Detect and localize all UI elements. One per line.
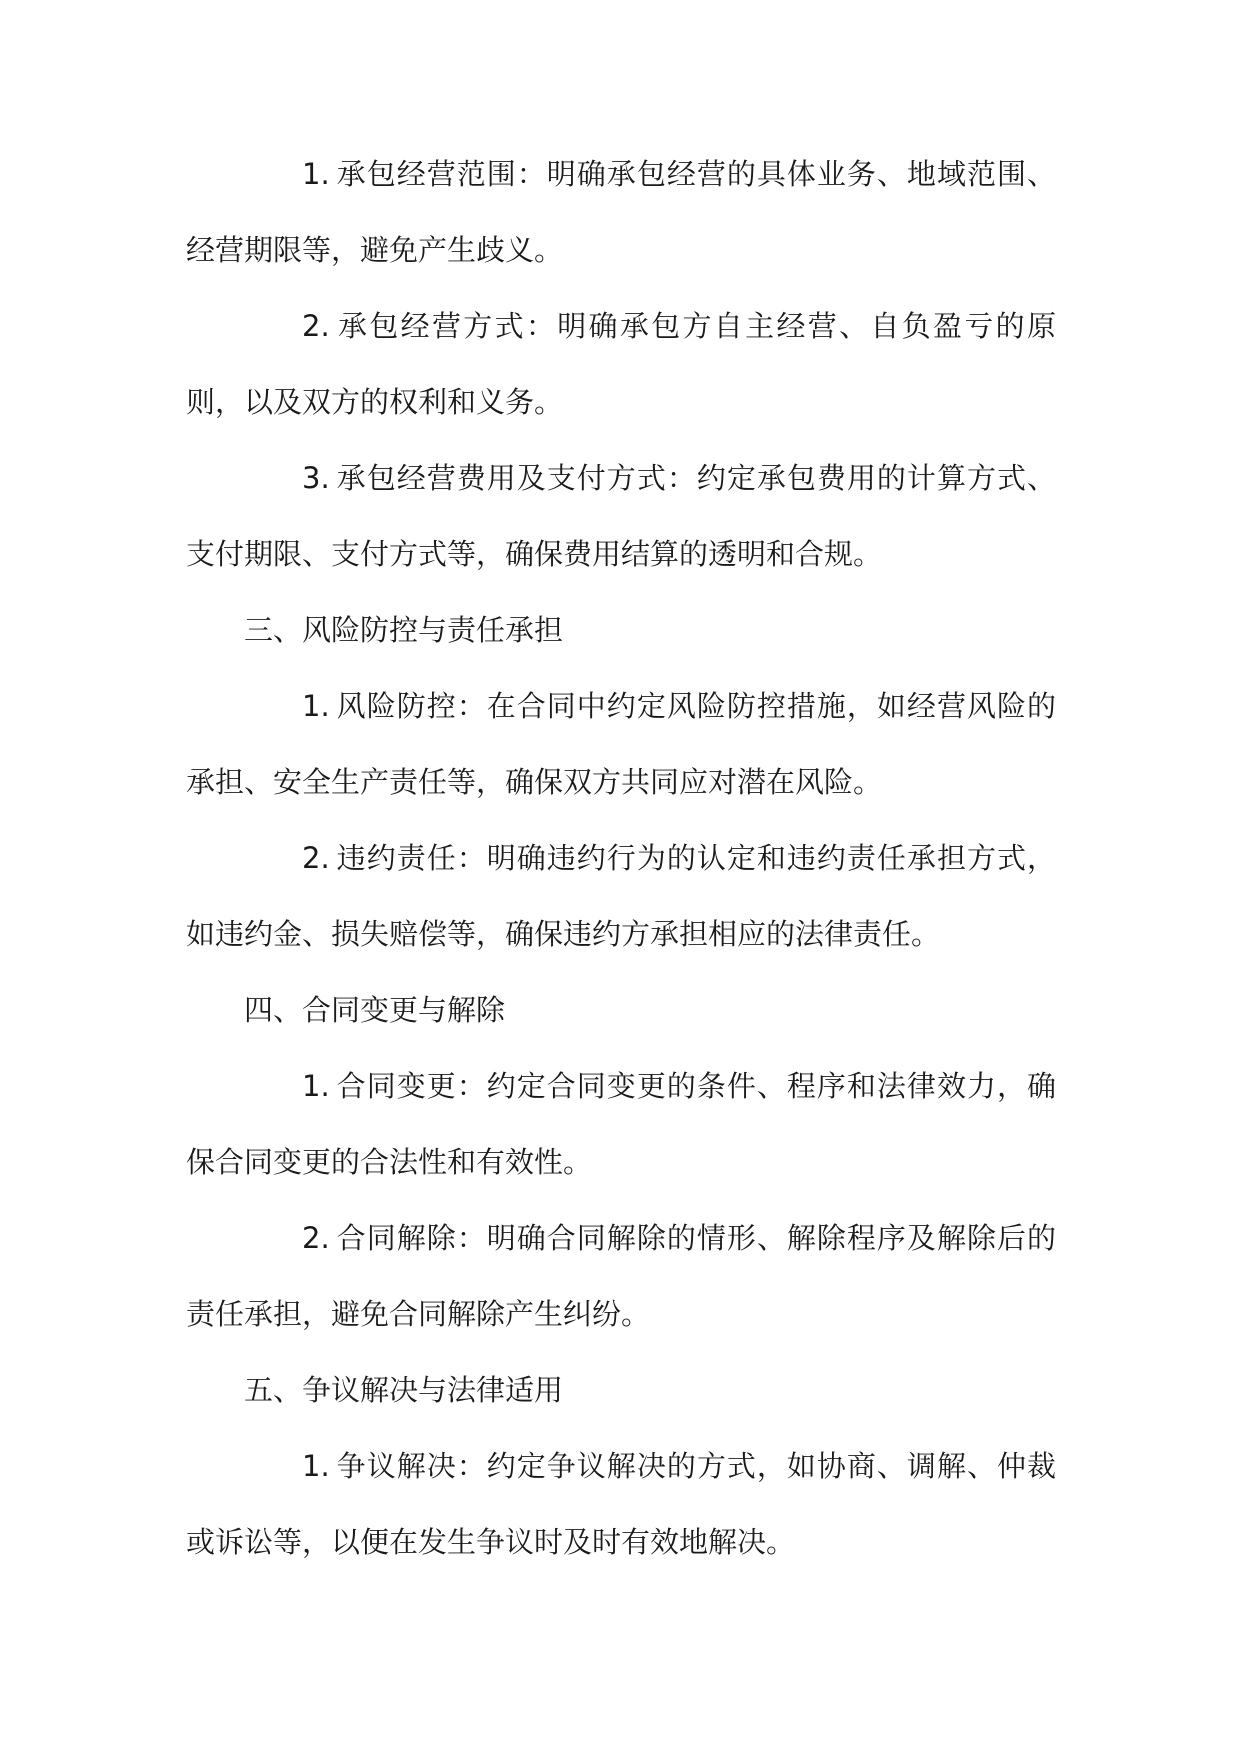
item-number: 2.: [302, 841, 330, 875]
item-text: 承包经营方式：明确承包方自主经营、自负盈亏的原则，以及双方的权利和义务。: [186, 309, 1056, 419]
item-number: 1.: [302, 1069, 330, 1103]
item-text: 违约责任：明确违约行为的认定和违约责任承担方式，如违约金、损失赔偿等，确保违约方承担相应的法律责任。: [186, 841, 1056, 951]
list-item: [186, 440, 1056, 592]
list-item: [186, 136, 1056, 288]
section-heading: 三、风险防控与责任承担: [244, 613, 564, 647]
section-heading: 五、争议解决与法律适用: [244, 1373, 564, 1407]
list-item: [186, 1048, 1056, 1200]
list-item: [186, 288, 1056, 440]
list-item: [186, 1428, 1056, 1580]
item-text: 风险防控：在合同中约定风险防控措施，如经营风险的承担、安全生产责任等，确保双方共同应对潜在风险。: [186, 689, 1056, 799]
list-item: [186, 820, 1056, 972]
document-body: [186, 136, 1056, 1580]
item-number: 1.: [302, 1449, 330, 1483]
item-number: 1.: [302, 157, 330, 191]
item-number: 2.: [302, 1221, 330, 1255]
section-heading: 四、合同变更与解除: [244, 993, 506, 1027]
item-number: 1.: [302, 689, 330, 723]
item-text: 合同变更：约定合同变更的条件、程序和法律效力，确保合同变更的合法性和有效性。: [186, 1069, 1056, 1179]
list-item: [186, 1200, 1056, 1352]
item-text: 合同解除：明确合同解除的情形、解除程序及解除后的责任承担，避免合同解除产生纠纷。: [186, 1221, 1056, 1331]
item-number: 2.: [302, 309, 330, 343]
item-text: 承包经营费用及支付方式：约定承包费用的计算方式、支付期限、支付方式等，确保费用结算的透明和合规。: [186, 461, 1056, 571]
item-text: 争议解决：约定争议解决的方式，如协商、调解、仲裁或诉讼等，以便在发生争议时及时有效地解决。: [186, 1449, 1056, 1559]
item-text: 承包经营范围：明确承包经营的具体业务、地域范围、经营期限等，避免产生歧义。: [186, 157, 1056, 267]
item-number: 3.: [302, 461, 330, 495]
list-item: [186, 668, 1056, 820]
